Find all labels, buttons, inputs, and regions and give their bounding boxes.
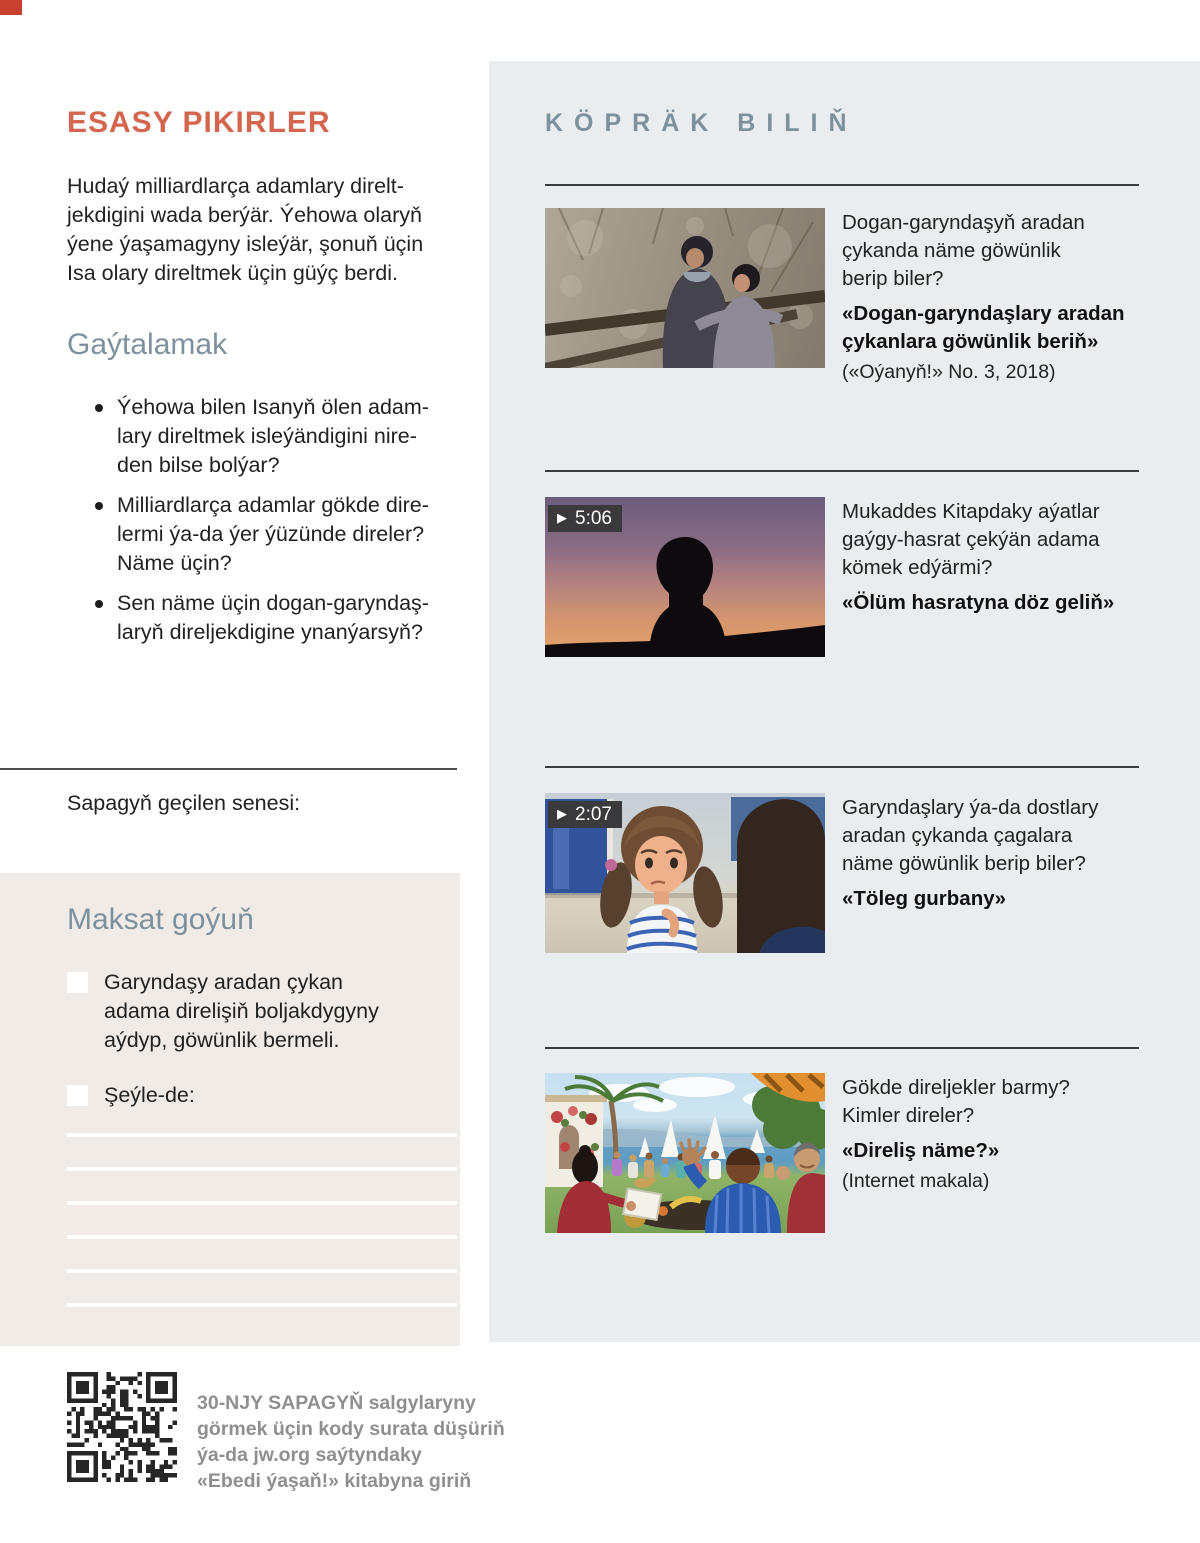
goal-item (67, 968, 379, 1055)
writing-line[interactable] (67, 1269, 457, 1273)
writing-line[interactable] (67, 1133, 457, 1137)
item-question: Mukaddes Kitapdaky aýatlar gaýgy-hasrat çekýän adama kömek edýärmi? (842, 500, 1100, 579)
video-thumbnail-sunset-silhouette[interactable] (545, 497, 825, 657)
item-divider (545, 184, 1139, 186)
goal-checkbox[interactable] (67, 1085, 88, 1106)
item-divider (545, 1047, 1139, 1049)
writing-line[interactable] (67, 1303, 457, 1307)
item-question: Garyndaşlary ýa-da dostlary aradan çykanda çagalara näme göwünlik berip biler? (842, 796, 1099, 875)
goal-item (67, 1081, 195, 1110)
play-icon: ▶ (557, 509, 567, 525)
video-duration: 2:07 (575, 803, 612, 825)
left-divider (0, 768, 457, 770)
review-question: Ýehowa bilen Isanyň ölen adam- lary direltmek isleýändigini nire- den bilse bolýar? (67, 393, 429, 480)
play-icon: ▶ (557, 805, 567, 821)
learn-more-heading: KÖPRÄK BILIŇ (545, 109, 858, 137)
review-questions (67, 393, 429, 658)
video-thumbnail-animated-girl[interactable] (545, 793, 825, 953)
review-question: Sen näme üçin dogan-garyndaş- laryň direljekdigine ynanýarsyň? (67, 589, 429, 647)
item-divider (545, 470, 1139, 472)
review-question: Milliardlarça adamlar gökde dire- lermi ýa-da ýer ýüzünde direler? Näme üçin? (67, 491, 429, 578)
qr-code (67, 1372, 177, 1482)
paradise-painting-thumbnail[interactable] (545, 1073, 825, 1233)
lesson-date-label: Sapagyň geçilen senesi: (67, 791, 301, 815)
goal-heading: Maksat goýuň (67, 903, 254, 936)
video-duration-badge (548, 801, 622, 828)
item-source: (Internet makala) (842, 1170, 990, 1192)
goal-item-text: Garyndaşy aradan çykan adama direlişiň boljakdygyny aýdyp, göwünlik bermeli. (104, 970, 379, 1052)
writing-line[interactable] (67, 1235, 457, 1239)
goal-item-text: Şeýle-de: (104, 1083, 195, 1107)
publication-link[interactable]: «Dogan-garyndaşlary aradan çykanlara göwünlik beriň» (842, 302, 1125, 353)
video-duration-badge (548, 505, 622, 532)
writing-line[interactable] (67, 1167, 457, 1171)
publication-link[interactable]: «Ölüm hasratyna döz geliň» (842, 591, 1115, 614)
intro-paragraph: Hudaý milliardlarça adamlary direlt- jekdigini wada berýär. Ýehowa olaryň ýene ýaşamagyny isleýär, şonuň üçin Isa olary direltmek üçin güýç berdi. (67, 174, 424, 285)
item-question: Gökde direljekler barmy? Kimler direler? (842, 1076, 1070, 1127)
video-duration: 5:06 (575, 507, 612, 529)
couple-photo-thumbnail[interactable] (545, 208, 825, 368)
writing-line[interactable] (67, 1201, 457, 1205)
publication-link[interactable]: «Direliş näme?» (842, 1139, 1000, 1162)
page-kicker: ESASY PIKIRLER (67, 106, 331, 139)
learn-more-panel (489, 61, 1200, 1342)
item-source: («Oýanyň!» No. 3, 2018) (842, 361, 1056, 383)
review-heading: Gaýtalamak (67, 328, 228, 361)
goal-box (0, 873, 460, 1346)
item-question: Dogan-garyndaşyň aradan çykanda näme göwünlik berip biler? (842, 211, 1085, 290)
item-divider (545, 766, 1139, 768)
publication-link[interactable]: «Töleg gurbany» (842, 887, 1007, 910)
qr-caption: 30-NJY SAPAGYŇ salgylaryny görmek üçin kody surata düşüriň ýa-da jw.org saýtyndaky «Ebedi ýaşaň!» kitabyna giriň (197, 1392, 505, 1492)
goal-checkbox[interactable] (67, 972, 88, 993)
corner-mark (0, 0, 22, 15)
